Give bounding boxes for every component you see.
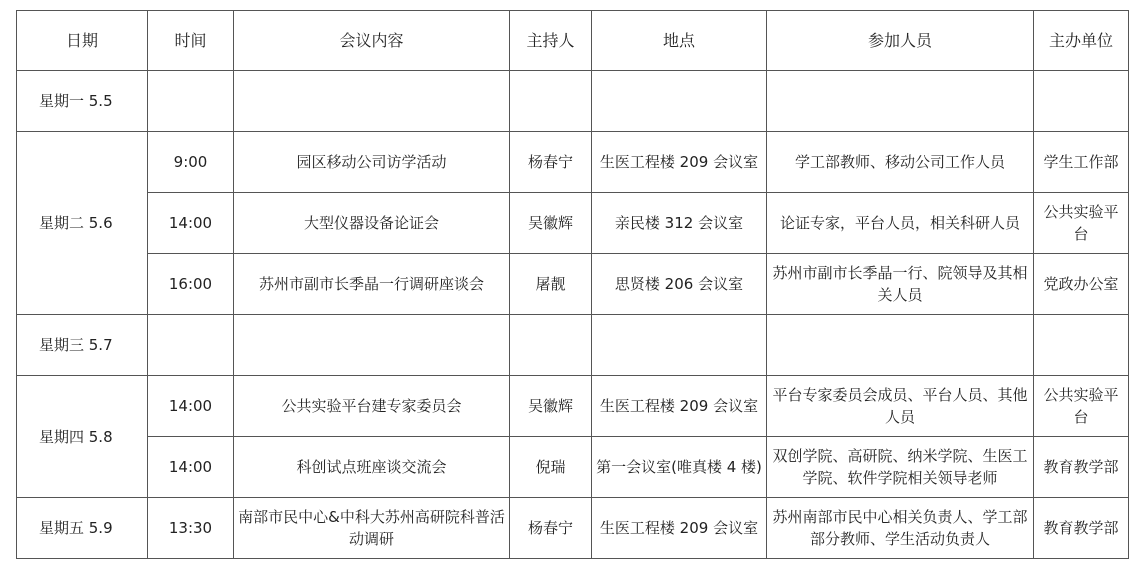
table-row [17, 193, 1129, 254]
table-row [17, 437, 1129, 498]
time-cell: 14:00 [148, 376, 234, 437]
attendees-cell: 苏州市副市长季晶一行、院领导及其相关人员 [767, 254, 1034, 315]
content-cell: 苏州市副市长季晶一行调研座谈会 [234, 254, 510, 315]
time-cell [148, 315, 234, 376]
table-row [17, 132, 1129, 193]
content-cell: 大型仪器设备论证会 [234, 193, 510, 254]
day-cell: 星期五 5.9 [17, 498, 148, 559]
header-date: 日期 [17, 11, 148, 71]
header-place: 地点 [592, 11, 767, 71]
host-cell: 屠靓 [510, 254, 592, 315]
host-cell [510, 315, 592, 376]
attendees-cell [767, 71, 1034, 132]
time-cell: 16:00 [148, 254, 234, 315]
host-cell: 杨春宁 [510, 132, 592, 193]
place-cell: 生医工程楼 209 会议室 [592, 132, 767, 193]
organizer-cell: 教育教学部 [1034, 498, 1129, 559]
host-cell: 杨春宁 [510, 498, 592, 559]
content-cell: 园区移动公司访学活动 [234, 132, 510, 193]
time-cell: 9:00 [148, 132, 234, 193]
host-cell: 吴徽辉 [510, 193, 592, 254]
place-cell: 生医工程楼 209 会议室 [592, 498, 767, 559]
day-cell: 星期一 5.5 [17, 71, 148, 132]
meeting-schedule-table [16, 10, 1129, 559]
table-row [17, 254, 1129, 315]
time-cell: 14:00 [148, 193, 234, 254]
organizer-cell: 教育教学部 [1034, 437, 1129, 498]
organizer-cell: 公共实验平台 [1034, 193, 1129, 254]
header-attendees: 参加人员 [767, 11, 1034, 71]
content-cell: 公共实验平台建专家委员会 [234, 376, 510, 437]
time-cell: 13:30 [148, 498, 234, 559]
attendees-cell: 双创学院、高研院、纳米学院、生医工学院、软件学院相关领导老师 [767, 437, 1034, 498]
header-row [17, 11, 1129, 71]
organizer-cell: 学生工作部 [1034, 132, 1129, 193]
content-cell [234, 71, 510, 132]
day-cell: 星期三 5.7 [17, 315, 148, 376]
place-cell [592, 71, 767, 132]
header-time: 时间 [148, 11, 234, 71]
attendees-cell: 平台专家委员会成员、平台人员、其他人员 [767, 376, 1034, 437]
table-row [17, 376, 1129, 437]
table-row [17, 71, 1129, 132]
attendees-cell: 苏州南部市民中心相关负责人、学工部部分教师、学生活动负责人 [767, 498, 1034, 559]
header-content: 会议内容 [234, 11, 510, 71]
header-host: 主持人 [510, 11, 592, 71]
host-cell: 倪瑞 [510, 437, 592, 498]
day-cell: 星期四 5.8 [17, 376, 148, 498]
attendees-cell: 学工部教师、移动公司工作人员 [767, 132, 1034, 193]
place-cell: 生医工程楼 209 会议室 [592, 376, 767, 437]
attendees-cell: 论证专家，平台人员，相关科研人员 [767, 193, 1034, 254]
time-cell: 14:00 [148, 437, 234, 498]
time-cell [148, 71, 234, 132]
organizer-cell [1034, 71, 1129, 132]
host-cell [510, 71, 592, 132]
host-cell: 吴徽辉 [510, 376, 592, 437]
content-cell: 科创试点班座谈交流会 [234, 437, 510, 498]
content-cell: 南部市民中心&中科大苏州高研院科普活动调研 [234, 498, 510, 559]
place-cell: 亲民楼 312 会议室 [592, 193, 767, 254]
organizer-cell [1034, 315, 1129, 376]
day-cell: 星期二 5.6 [17, 132, 148, 315]
organizer-cell: 公共实验平台 [1034, 376, 1129, 437]
organizer-cell: 党政办公室 [1034, 254, 1129, 315]
table-row [17, 498, 1129, 559]
place-cell: 第一会议室(唯真楼 4 楼) [592, 437, 767, 498]
table-row [17, 315, 1129, 376]
attendees-cell [767, 315, 1034, 376]
place-cell [592, 315, 767, 376]
header-organizer: 主办单位 [1034, 11, 1129, 71]
content-cell [234, 315, 510, 376]
place-cell: 思贤楼 206 会议室 [592, 254, 767, 315]
